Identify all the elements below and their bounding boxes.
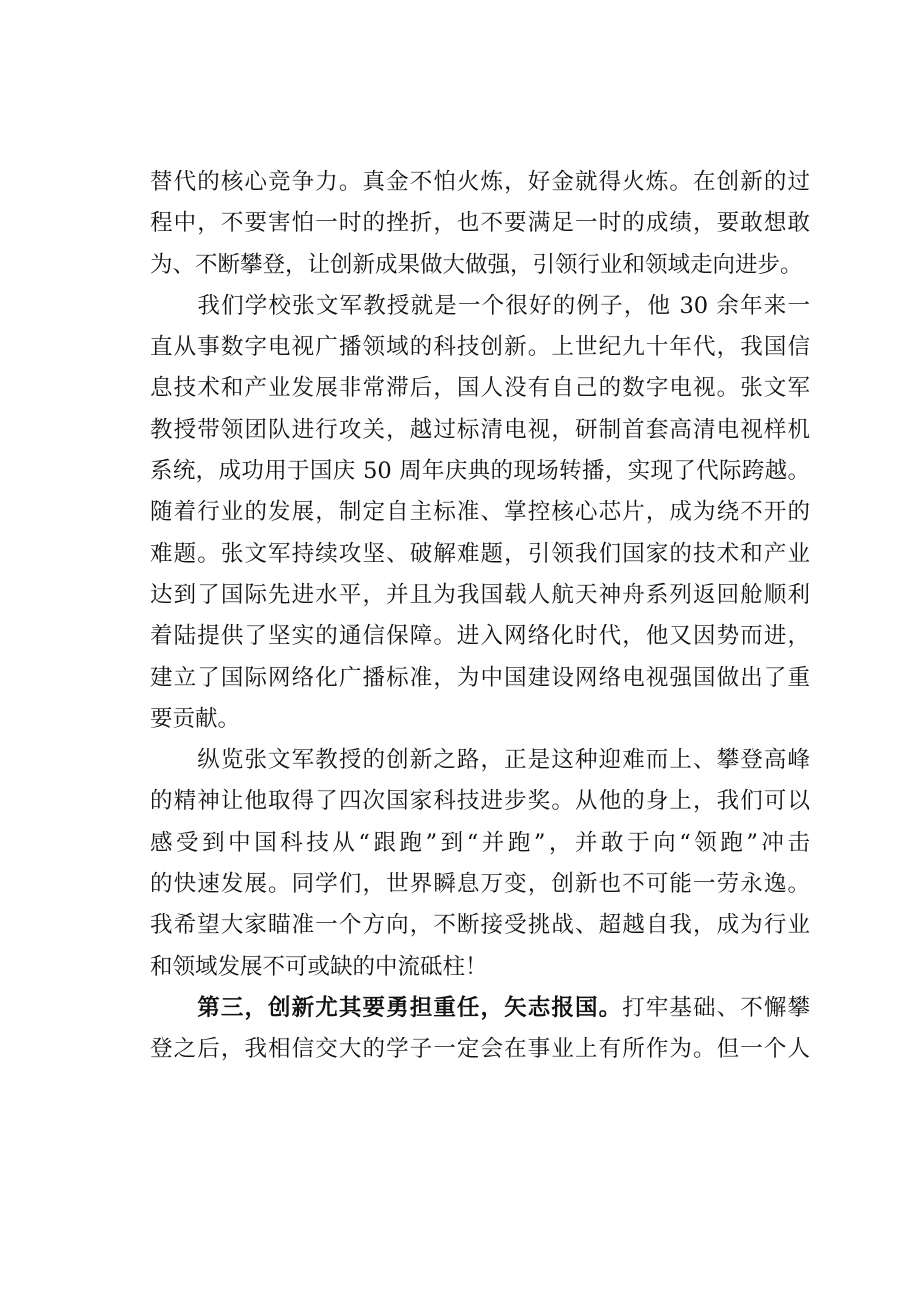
text-line: 为、不断攀登，让创新成果做大做强，引领行业和领域走向进步。 [150,251,803,278]
text-line: 的精神让他取得了四次国家科技进步奖。从他的身上，我们可以 [150,788,810,815]
text-line: 着陆提供了坚实的通信保障。进入网络化时代，他又因势而进， [150,623,810,650]
text-line: 我们学校张文军教授就是一个很好的例子，他 30 余年来一 [150,292,810,319]
paragraph [150,286,810,740]
body-text [150,162,810,1071]
bold-lead-sentence: 第三，创新尤其要勇担重任，矢志报国。 [150,994,623,1021]
text-line: 达到了国际先进水平，并且为我国载人航天神舟系列返回舱顺利 [150,581,810,608]
text-line: 程中，不要害怕一时的挫折，也不要满足一时的成绩，要敢想敢 [150,210,810,237]
text-line: 教授带领团队进行攻关，越过标清电视，研制首套高清电视样机 [150,416,810,443]
text-line: 我希望大家瞄准一个方向，不断接受挑战、超越自我，成为行业 [150,912,810,939]
text-line: 替代的核心竞争力。真金不怕火炼，好金就得火炼。在创新的过 [150,169,810,195]
text-line: 随着行业的发展，制定自主标准、掌控核心芯片，成为绕不开的 [150,499,810,526]
text-line: 感受到中国科技从“跟跑”到“并跑”，并敢于向“领跑”冲击 [150,829,810,856]
paragraph [150,162,810,286]
text-line: 难题。张文军持续攻坚、破解难题，引领我们国家的技术和产业 [150,540,810,567]
text-line: 的快速发展。同学们，世界瞬息万变，创新也不可能一劳永逸。 [150,871,810,898]
paragraph [150,988,810,1071]
text-run: 打牢基础、不懈攀 [622,994,810,1021]
text-line: 息技术和产业发展非常滞后，国人没有自己的数字电视。张文军 [150,375,810,402]
text-line: 要贡献。 [150,705,241,732]
text-line: 系统，成功用于国庆 50 周年庆典的现场转播，实现了代际跨越。 [150,458,810,485]
text-line [150,988,810,1029]
text-line: 建立了国际网络化广播标准，为中国建设网络电视强国做出了重 [150,664,810,691]
text-line: 直从事数字电视广播领域的科技创新。上世纪九十年代，我国信 [150,334,810,361]
text-line: 纵览张文军教授的创新之路，正是这种迎难而上、攀登高峰 [150,747,810,774]
text-line: 登之后，我相信交大的学子一定会在事业上有所作为。但一个人 [150,1036,810,1063]
text-line: 和领域发展不可或缺的中流砥柱！ [150,953,488,980]
paragraph [150,740,810,988]
